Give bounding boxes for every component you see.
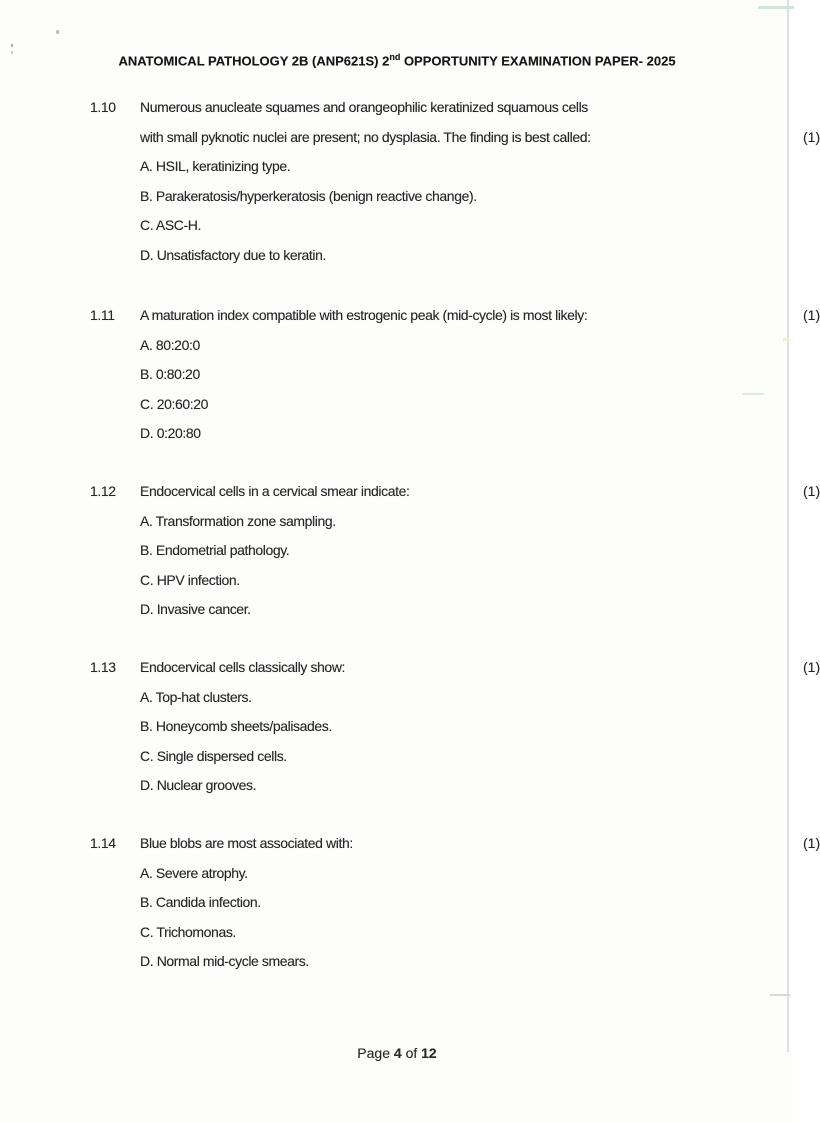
question-text-line: with small pyknotic nuclei are present; no dysplasia. The finding is best called: (1) [140, 123, 665, 153]
header-title-suffix: OPPORTUNITY EXAMINATION PAPER- 2025 [400, 53, 676, 69]
question-number: 1.14 [90, 835, 116, 851]
question-content [140, 653, 820, 801]
page-footer [0, 1044, 794, 1062]
footer-page-label: Page [357, 1045, 390, 1061]
question-option: B. 0:80:20 [140, 366, 200, 382]
footer-page-number: 4 [393, 1045, 402, 1061]
question-number: 1.12 [90, 483, 116, 499]
question-number: 1.13 [90, 659, 116, 675]
question-text-line: Numerous anucleate squames and orangeophilic keratinized squamous cells [140, 99, 588, 115]
question-option: C. ASC-H. [140, 217, 201, 233]
question-content [140, 301, 820, 449]
question-content [140, 829, 820, 977]
question-option: B. Honeycomb sheets/palisades. [140, 718, 332, 734]
question-text-line: Endocervical cells classically show: (1) [140, 653, 665, 683]
question-option: C. Trichomonas. [140, 923, 236, 940]
question-marks: (1) [803, 659, 820, 675]
question-option: D. Invasive cancer. [140, 601, 251, 617]
question-content [140, 93, 820, 270]
question-option: A. Transformation zone sampling. [140, 512, 336, 529]
question-option: A. Severe atrophy. [140, 864, 248, 881]
question-option: D. 0:20:80 [140, 425, 201, 441]
question-marks: (1) [803, 835, 820, 851]
question-option: D. Nuclear grooves. [140, 777, 257, 793]
question-option: C. HPV infection. [140, 571, 240, 588]
question-marks: (1) [803, 128, 820, 145]
question-option: C. 20:60:20 [140, 395, 208, 412]
question-option: B. Candida infection. [140, 894, 261, 910]
question-marks: (1) [803, 307, 820, 323]
question-option: B. Parakeratosis/hyperkeratosis (benign reactive change). [140, 187, 477, 204]
question-option: A. HSIL, keratinizing type. [140, 158, 291, 174]
question-option: D. Unsatisfactory due to keratin. [140, 246, 326, 263]
header-title-ordinal: nd [389, 52, 401, 62]
footer-of-label: of [405, 1045, 418, 1061]
question-option: C. Single dispersed cells. [140, 747, 287, 764]
question-content [140, 477, 820, 625]
question-option: D. Normal mid-cycle smears. [140, 953, 309, 969]
header-title-prefix: ANATOMICAL PATHOLOGY 2B (ANP621S) 2 [118, 53, 390, 69]
question-number: 1.11 [90, 307, 115, 323]
question-option: B. Endometrial pathology. [140, 542, 290, 558]
question-option: A. Top-hat clusters. [140, 688, 252, 705]
footer-total-pages: 12 [421, 1045, 437, 1061]
question-text-line: Blue blobs are most associated with: (1) [140, 829, 665, 859]
question-text-line: Endocervical cells in a cervical smear indicate: (1) [140, 477, 665, 507]
question-text-line: A maturation index compatible with estrogenic peak (mid-cycle) is most likely: (1) [140, 301, 665, 331]
question-marks: (1) [803, 483, 820, 499]
question-number: 1.10 [90, 99, 116, 115]
question-option: A. 80:20:0 [140, 336, 200, 353]
